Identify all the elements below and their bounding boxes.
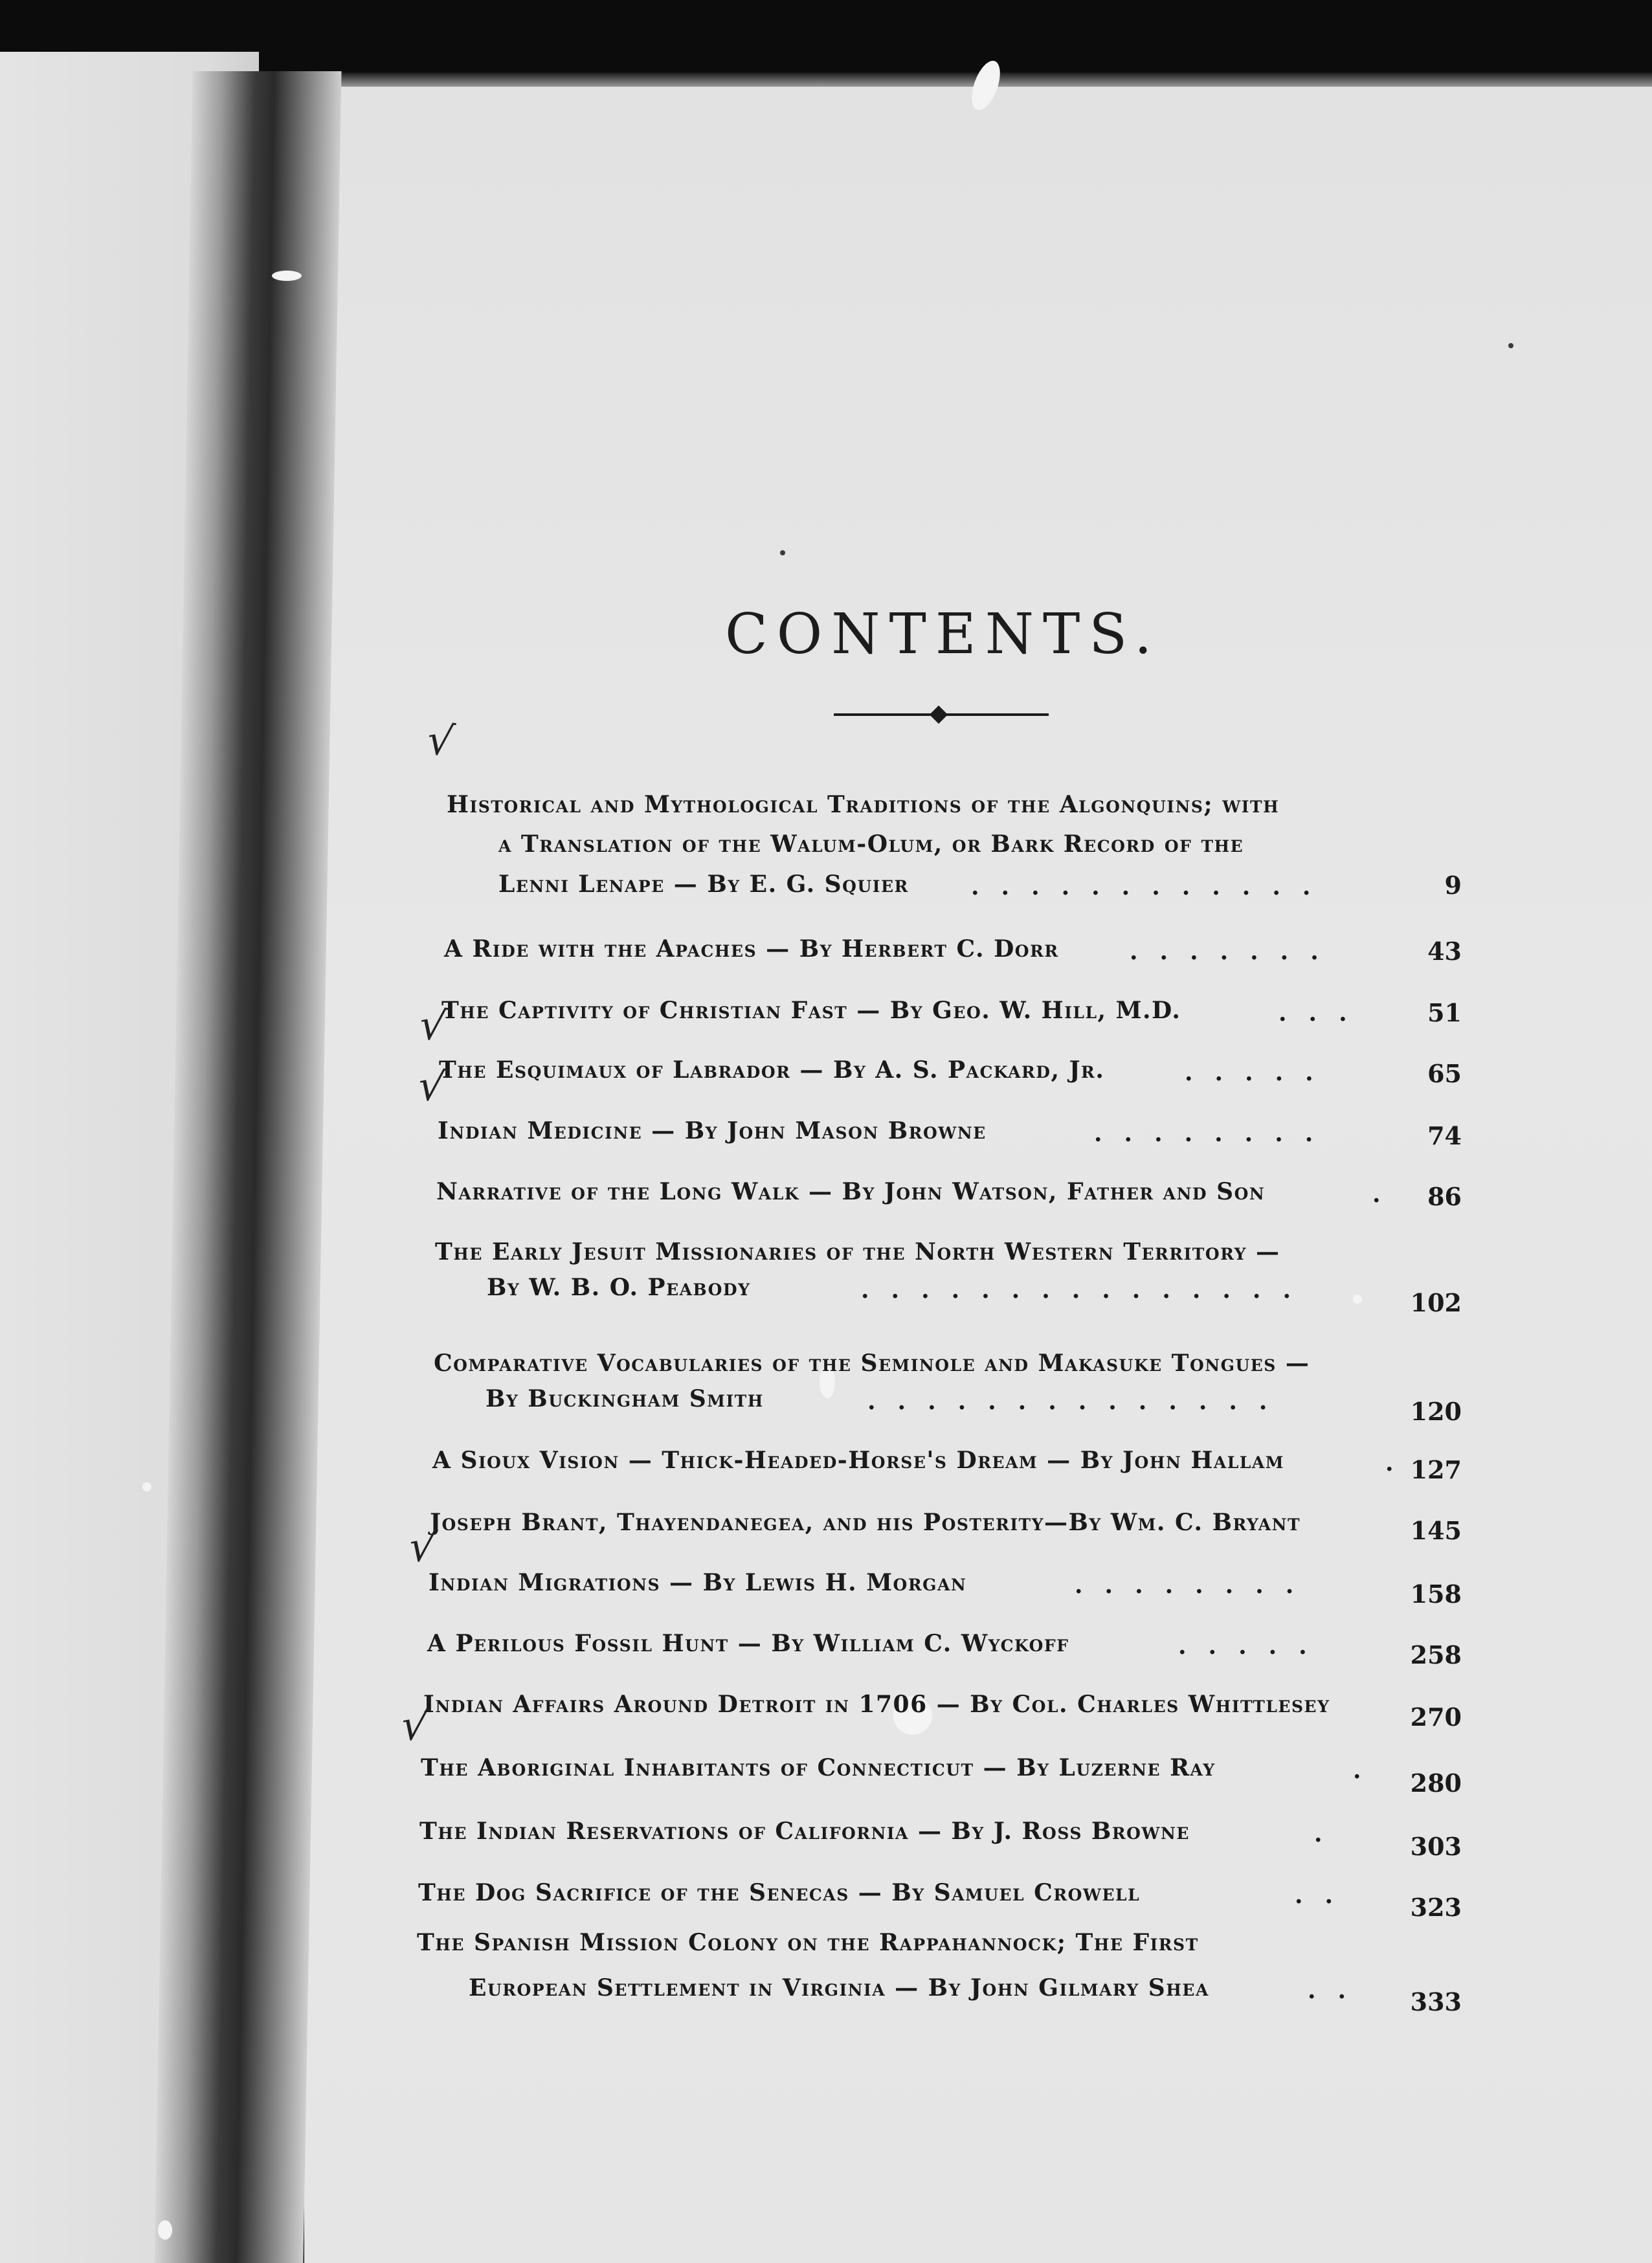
scan-speck [158,2220,172,2240]
toc-entry-line: Indian Migrations — By Lewis H. Morgan [429,1569,967,1596]
dot-leader: . [1314,1820,1345,1847]
page-number: 51 [1427,998,1462,1027]
toc-entry-line: a Translation of the Walum-Olum, or Bark Record of the [498,831,1244,858]
toc-entry-line: Joseph Brant, Thayendanegea, and his Posterity—By Wm. C. Bryant [430,1509,1301,1536]
page-number: 303 [1410,1832,1462,1861]
page-title: CONTENTS. [725,602,1161,667]
checkmark-icon: √ [398,1700,431,1752]
page-number: 102 [1410,1288,1462,1317]
toc-entry-line: The Captivity of Christian Fast — By Geo. W. Hill, M.D. [441,997,1181,1024]
scan-speck [272,271,302,281]
dot-leader: . [1372,1181,1403,1208]
page-number: 270 [1410,1702,1462,1732]
dot-leader: . [1385,1449,1416,1477]
dot-leader: ....... [1130,938,1341,965]
page-number: 258 [1410,1640,1462,1669]
toc-entry-line: The Esquimaux of Labrador — By A. S. Packard, Jr. [439,1056,1105,1084]
dot-leader: ..... [1185,1059,1335,1086]
checkmark-icon: √ [406,1522,439,1574]
checkmark-icon: √ [416,1000,449,1052]
scan-speck [780,550,785,555]
toc-entry-line: The Dog Sacrifice of the Senecas — By Samuel Crowell [418,1879,1141,1906]
toc-entry-line: European Settlement in Virginia — By John Gilmary Shea [469,1974,1209,2001]
page-number: 333 [1410,1987,1462,2016]
toc-entry-line: Lenni Lenape — By E. G. Squier [498,871,909,898]
page-number: 280 [1410,1768,1462,1798]
toc-entry-line: Narrative of the Long Walk — By John Watson, Father and Son [436,1178,1266,1205]
toc-entry-line: A Ride with the Apaches — By Herbert C. Dorr [444,935,1059,963]
page-number: 158 [1410,1579,1462,1609]
dot-leader: . [1353,1757,1383,1784]
toc-entry-line: The Early Jesuit Missionaries of the North Western Territory — [435,1238,1280,1265]
page-number: 65 [1427,1059,1462,1088]
toc-entry-line: A Perilous Fossil Hunt — By William C. Wyckoff [427,1630,1069,1657]
page-number: 86 [1427,1182,1462,1211]
toc-entry-line: The Spanish Mission Colony on the Rappahannock; The First [417,1929,1199,1956]
toc-entry-line: By W. B. O. Peabody [487,1274,751,1301]
page-number: 9 [1444,871,1462,900]
scan-speck [1353,1295,1362,1304]
scan-speck [1508,343,1513,348]
dot-leader: ............ [971,873,1333,900]
page-number: 120 [1410,1397,1462,1426]
dot-leader: ..... [1178,1633,1329,1660]
dot-leader: .. [1308,1977,1368,2004]
toc-entry-line: Comparative Vocabularies of the Seminole and Makasuke Tongues — [434,1350,1310,1377]
scan-speck [142,1482,151,1491]
dot-leader: .. [1295,1882,1356,1909]
page-number: 127 [1410,1455,1462,1484]
page-number: 145 [1410,1516,1462,1545]
toc-entry-line: Historical and Mythological Traditions of the Algonquins; with [447,791,1280,818]
toc-entry-line: A Sioux Vision — Thick-Headed-Horse's Dream — By John Hallam [432,1447,1284,1474]
toc-entry-line: The Indian Reservations of California — By J. Ross Browne [419,1818,1190,1845]
toc-entry-line: The Aboriginal Inhabitants of Connecticut — By Luzerne Ray [421,1754,1216,1781]
checkmark-icon: √ [424,715,457,767]
page-number: 74 [1427,1121,1462,1150]
dot-leader: .............. [867,1388,1289,1415]
toc-entry-line: Indian Affairs Around Detroit in 1706 — By Col. Charles Whittlesey [423,1691,1330,1718]
toc-entry-line: By Buckingham Smith [486,1385,764,1412]
dot-leader: ............... [861,1276,1313,1304]
page-number: 323 [1410,1893,1462,1922]
dot-leader: ........ [1075,1572,1316,1599]
page-number: 43 [1427,937,1462,966]
toc-entry-line: Indian Medicine — By John Mason Browne [438,1117,987,1144]
dot-leader: ........ [1094,1120,1335,1147]
checkmark-icon: √ [415,1061,448,1113]
dot-leader: ... [1278,999,1369,1027]
